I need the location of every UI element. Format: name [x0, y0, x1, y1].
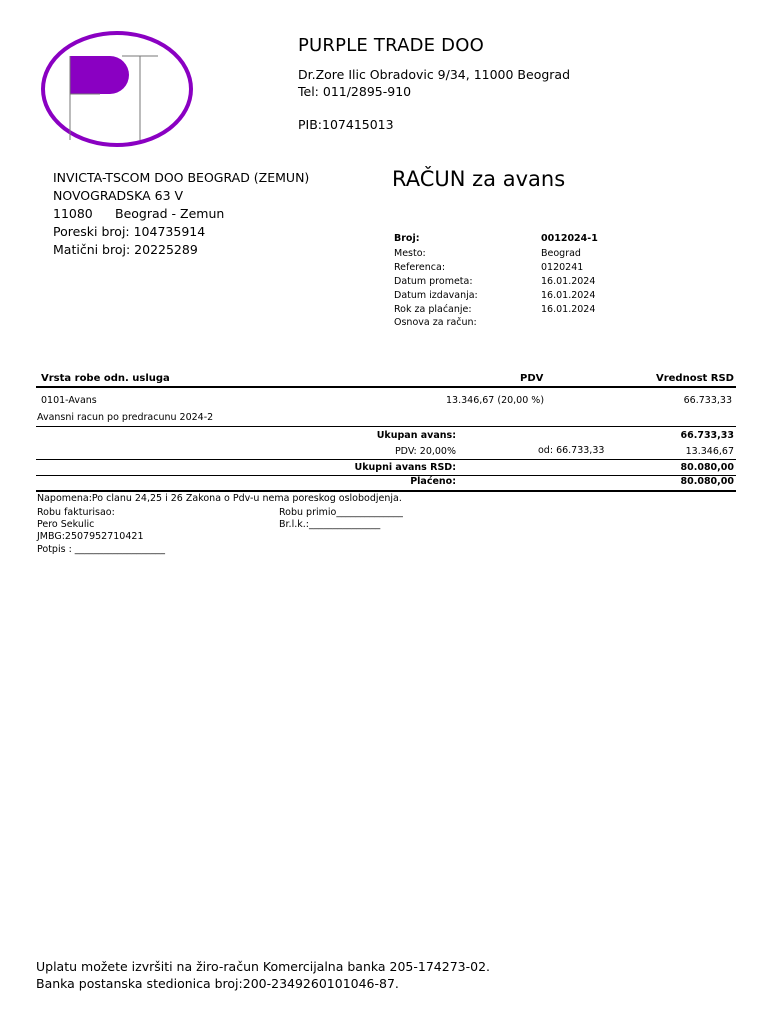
advance-value: 66.733,33: [680, 430, 734, 441]
paid-rule: [36, 490, 736, 492]
invoiced-by-label: Robu fakturisao:: [37, 507, 115, 518]
table-header-item: Vrsta robe odn. usluga: [41, 373, 170, 384]
issuer-address: Dr.Zore Ilic Obradovic 9/34, 11000 Beograd: [298, 67, 571, 82]
meta-label-place: Mesto:: [394, 248, 426, 259]
client-reg-no: Matični broj: 20225289: [53, 242, 198, 257]
total-value: 80.080,00: [680, 462, 734, 473]
table-header-vat: PDV: [520, 373, 544, 384]
meta-label-basis: Osnova za račun:: [394, 317, 477, 328]
meta-value-reference: 0120241: [541, 262, 584, 273]
client-city: Beograd - Zemun: [115, 206, 225, 221]
table-header-rule: [36, 386, 736, 388]
footer-bank-line-2: Banka postanska stedionica broj:200-2349260101046-87.: [36, 976, 399, 991]
meta-label-number: Broj:: [394, 233, 420, 244]
document-title: RAČUN za avans: [392, 167, 566, 191]
client-tax-id: Poreski broj: 104735914: [53, 224, 206, 239]
issuer-pib: PIB:107415013: [298, 117, 394, 132]
meta-value-number: 0012024-1: [541, 233, 598, 244]
meta-label-due-date: Rok za plaćanje:: [394, 304, 472, 315]
received-by-field: Robu primio______________: [279, 507, 403, 518]
issuer-phone: Tel: 011/2895-910: [298, 84, 412, 99]
remark-note: Napomena:Po clanu 24,25 i 26 Zakona o Pdv-u nema poreskog oslobodjenja.: [37, 493, 402, 504]
vat-rule: [36, 459, 736, 460]
total-rule: [36, 475, 736, 476]
meta-value-issue-date: 16.01.2024: [541, 290, 596, 301]
advance-label: Ukupan avans:: [376, 430, 456, 441]
vat-label: PDV: 20,00%: [394, 446, 456, 457]
meta-value-turnover-date: 16.01.2024: [541, 276, 596, 287]
table-note: Avansni racun po predracunu 2024-2: [37, 412, 214, 423]
paid-label: Plaćeno:: [410, 476, 456, 487]
table-row-value: 66.733,33: [683, 395, 732, 406]
paid-value: 80.080,00: [680, 476, 734, 487]
footer-bank-line-1: Uplatu možete izvršiti na žiro-račun Komercijalna banka 205-174273-02.: [36, 959, 490, 974]
client-name: INVICTA-TSCOM DOO BEOGRAD (ZEMUN): [53, 170, 310, 185]
table-row-vat: 13.346,67 (20,00 %): [446, 395, 545, 406]
meta-label-issue-date: Datum izdavanja:: [394, 290, 478, 301]
vat-base: od: 66.733,33: [538, 445, 605, 456]
signature-field: Potpis : ___________________: [37, 544, 166, 555]
id-card-field: Br.l.k.:_______________: [279, 519, 381, 530]
table-header-value: Vrednost RSD: [655, 373, 734, 384]
issuer-name: PURPLE TRADE DOO: [298, 35, 484, 56]
client-postal-code: 11080: [53, 206, 93, 221]
meta-label-reference: Referenca:: [394, 262, 446, 273]
meta-label-turnover-date: Datum prometa:: [394, 276, 473, 287]
table-row-item: 0101-Avans: [41, 395, 97, 406]
vat-value: 13.346,67: [685, 446, 734, 457]
issuer-person: Pero Sekulic: [37, 519, 95, 530]
meta-value-due-date: 16.01.2024: [541, 304, 596, 315]
row-rule: [36, 426, 736, 427]
jmbg: JMBG:2507952710421: [37, 531, 144, 542]
total-label: Ukupni avans RSD:: [354, 462, 456, 473]
company-logo: [40, 30, 195, 148]
meta-value-place: Beograd: [541, 248, 581, 259]
client-street: NOVOGRADSKA 63 V: [53, 188, 184, 203]
